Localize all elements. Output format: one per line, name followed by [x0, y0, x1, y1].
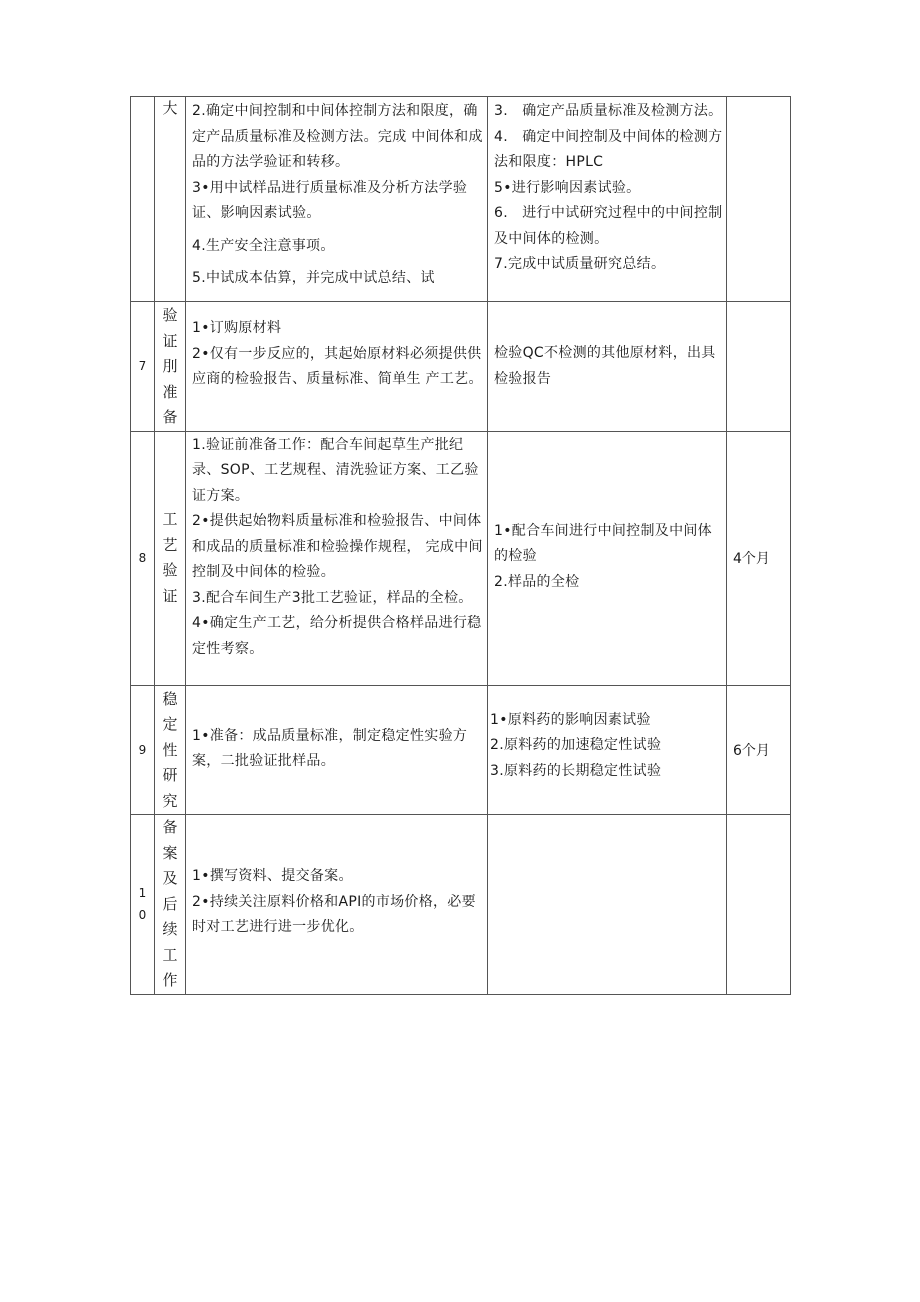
stage-char: 验: [162, 561, 178, 579]
period-cell: [727, 815, 791, 995]
task-item: 5.中试成本估算，并完成中试总结、试: [192, 270, 435, 286]
stage-char: 艺: [162, 535, 178, 554]
qc-cell: [488, 97, 727, 302]
stage-cell: [155, 815, 186, 995]
stage-char: 稳: [162, 689, 178, 708]
stage-char: 续: [162, 920, 178, 938]
stage-char: 作: [162, 971, 178, 989]
stage-char: 性: [162, 740, 178, 759]
task-item: 1.验证前准备工作：配合车间起草生产批纪录、SOP、工艺规程、清洗验证方案、工乙验证方案。: [192, 436, 479, 504]
qc-cell: [488, 685, 727, 815]
task-item: 4•确定生产工艺，给分析提供合格样品进行稳定性考察。: [192, 615, 482, 657]
stage-char: 案: [162, 843, 178, 862]
tasks-cell: [186, 431, 488, 685]
stage-char: 证: [162, 586, 178, 605]
stage-cell: [155, 302, 186, 432]
period-cell: [727, 97, 791, 302]
stage-char: 究: [162, 791, 178, 810]
qc-cell: [488, 431, 727, 685]
stage-char: 刖: [162, 357, 178, 375]
stage-char: 验: [162, 306, 178, 324]
qc-item: 3. 确定产品质量标准及检测方法。: [494, 103, 723, 119]
table-row: [131, 431, 791, 685]
stage-char: 工: [162, 510, 178, 528]
qc-item: 6. 进行中试研究过程中的中间控制及中间体的检测。: [494, 205, 723, 247]
task-item: 3•用中试样品进行质量标准及分析方法学验证、影响因素试验。: [192, 179, 468, 221]
stage-char: 工: [162, 945, 178, 964]
row-number-cell: [131, 815, 155, 995]
tasks-cell: [186, 815, 488, 995]
stage-cell: [155, 685, 186, 815]
qc-cell: [488, 815, 727, 995]
period-value: 4个月: [733, 551, 770, 567]
stage-char: 研: [162, 766, 178, 784]
stage-cell: [155, 431, 186, 685]
task-item: 1•准备：成品质量标准，制定稳定性实验方案，二批验证批样品。: [192, 727, 468, 769]
qc-item: 检验QC不检测的其他原材料，出具检验报告: [494, 345, 716, 387]
qc-item: 2.原料药的加速稳定性试验: [490, 737, 662, 753]
table-row: [131, 97, 791, 302]
task-item: 2•提供起始物料质量标准和检验报告、中间体和成品的质量标准和检验操作规程， 完成中间控制及中间体的检验。: [192, 513, 483, 580]
stage-char: 证: [162, 331, 178, 350]
row-number: 9: [138, 742, 147, 757]
task-item: 2•持续关注原料价格和API的市场价格，必要时对工艺进行进一步优化。: [192, 893, 476, 935]
task-item: 2•仅有一步反应的，其起始原材料必须提供供应商的检验报告、质量标准、简单生 产工艺。: [192, 345, 483, 387]
stage-char: 后: [162, 894, 178, 913]
stage-char: 准: [162, 382, 178, 401]
qc-item: 1•配合车间进行中间控制及中间体的检验: [494, 522, 712, 564]
period-cell: [727, 431, 791, 685]
process-table: [130, 96, 791, 995]
stage-char: 定: [162, 715, 178, 733]
stage-char: 备: [162, 408, 178, 426]
row-number-cell: [131, 685, 155, 815]
tasks-cell: [186, 302, 488, 432]
task-item: 2.确定中间控制和中间体控制方法和限度，确定产品质量标准及检测方法。完成 中间体和成品的方法学验证和转移。: [192, 103, 483, 170]
row-number-cell: [131, 97, 155, 302]
task-item: 1•订购原材料: [192, 320, 282, 336]
tasks-cell: [186, 97, 488, 302]
period-value: 6个月: [733, 742, 770, 759]
stage-char: 备: [162, 818, 178, 836]
task-item: 3.配合车间生产3批工艺验证，样品的全检。: [192, 589, 473, 606]
row-number: 7: [138, 359, 147, 374]
row-number-cell: [131, 302, 155, 432]
stage-char: 及: [162, 869, 178, 887]
qc-item: 4. 确定中间控制及中间体的检测方法和限度：HPLC: [494, 128, 723, 170]
table-row: [131, 815, 791, 995]
row-number: 8: [138, 551, 147, 565]
qc-item: 7.完成中试质量研究总结。: [494, 256, 666, 272]
qc-cell: [488, 302, 727, 432]
row-number-cell: [131, 431, 155, 685]
stage-cell: [155, 97, 186, 302]
qc-item: 3.原料药的长期稳定性试验: [490, 762, 662, 779]
tasks-cell: [186, 685, 488, 815]
row-number: 1 0: [138, 886, 147, 923]
task-item: 1•撰写资料、提交备案。: [192, 868, 353, 884]
period-cell: [727, 685, 791, 815]
qc-item: 5•进行影响因素试验。: [494, 179, 641, 196]
task-item: 4.生产安全注意事项。: [192, 237, 335, 254]
stage-char: 大: [162, 99, 178, 117]
period-cell: [727, 302, 791, 432]
qc-item: 2.样品的全检: [494, 573, 580, 590]
table-row: [131, 685, 791, 815]
qc-item: 1•原料药的影响因素试验: [490, 711, 651, 728]
table-row: [131, 302, 791, 432]
